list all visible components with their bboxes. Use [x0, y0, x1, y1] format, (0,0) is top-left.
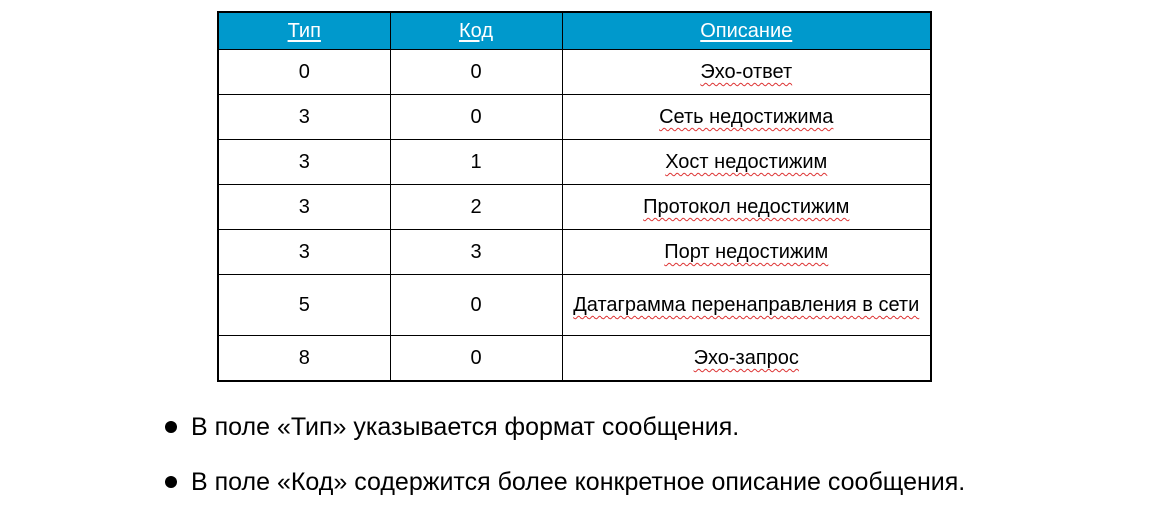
cell-type: 3 [218, 95, 390, 140]
description-text: Порт недостижим [664, 241, 829, 263]
cell-type: 5 [218, 275, 390, 336]
cell-description [562, 336, 931, 382]
cell-code: 0 [390, 336, 562, 382]
table-header-row [218, 12, 931, 50]
column-header-description: Описание [562, 12, 931, 50]
note-text: В поле «Код» содержится более конкретное описание сообщения. [191, 468, 966, 496]
table-row [218, 230, 931, 275]
table-row [218, 140, 931, 185]
table-row [218, 185, 931, 230]
description-text: Датаграмма перенаправления в сети [573, 294, 920, 316]
cell-description [562, 140, 931, 185]
cell-code: 0 [390, 275, 562, 336]
description-text: Эхо-запрос [693, 347, 799, 369]
description-text: Протокол недостижим [643, 196, 850, 218]
cell-code: 1 [390, 140, 562, 185]
table-row [218, 95, 931, 140]
list-item [163, 460, 965, 504]
column-header-type: Тип [218, 12, 390, 50]
description-text: Сеть недостижима [659, 106, 834, 128]
cell-description [562, 275, 931, 336]
cell-type: 8 [218, 336, 390, 382]
table-row [218, 336, 931, 382]
cell-code: 2 [390, 185, 562, 230]
cell-code: 0 [390, 95, 562, 140]
cell-type: 3 [218, 230, 390, 275]
description-text: Эхо-ответ [700, 61, 793, 83]
cell-description [562, 95, 931, 140]
cell-type: 0 [218, 50, 390, 95]
cell-description [562, 50, 931, 95]
notes-list [163, 405, 965, 515]
cell-type: 3 [218, 140, 390, 185]
table-row [218, 50, 931, 95]
cell-description [562, 185, 931, 230]
cell-code: 3 [390, 230, 562, 275]
description-text: Хост недостижим [665, 151, 828, 173]
icmp-message-table [217, 11, 932, 382]
bullet-icon [165, 421, 177, 433]
cell-code: 0 [390, 50, 562, 95]
list-item [163, 405, 965, 449]
bullet-icon [165, 476, 177, 488]
column-header-code: Код [390, 12, 562, 50]
cell-type: 3 [218, 185, 390, 230]
cell-description [562, 230, 931, 275]
table-row [218, 275, 931, 336]
note-text: В поле «Тип» указывается формат сообщения. [191, 413, 740, 441]
